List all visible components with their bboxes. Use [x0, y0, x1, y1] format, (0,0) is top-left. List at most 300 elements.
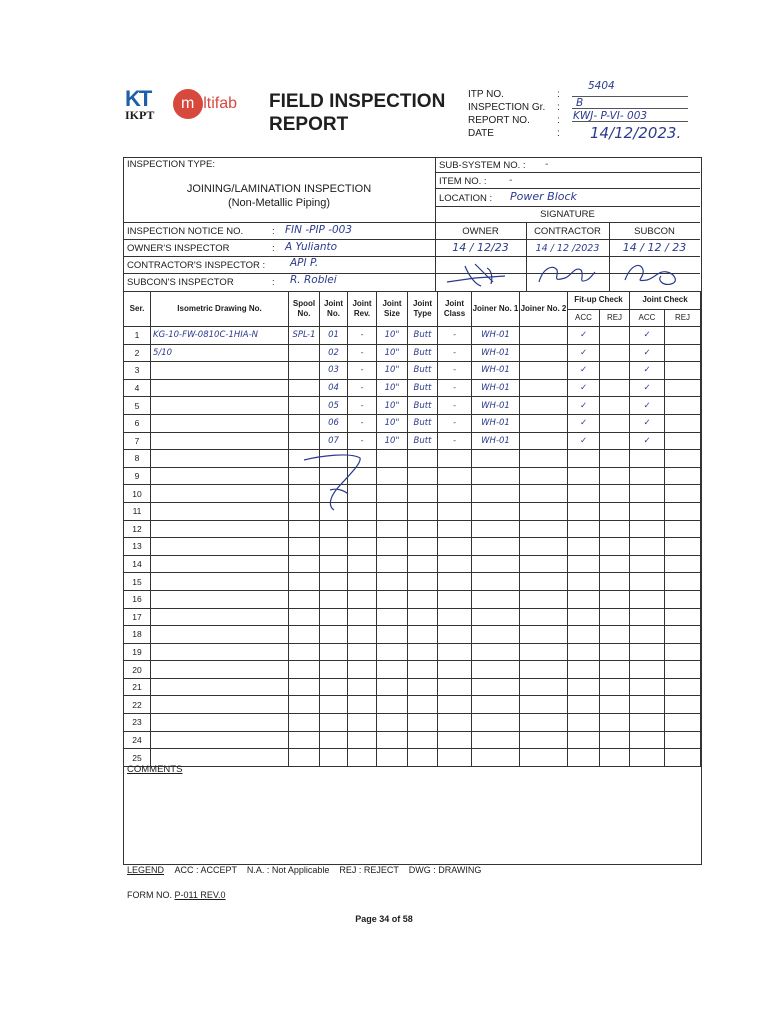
table-cell-type: Butt — [408, 379, 438, 397]
table-cell-fr — [600, 661, 630, 679]
table-cell-rev — [348, 661, 377, 679]
table-cell-type — [408, 678, 438, 696]
table-cell-fa: ✓ — [568, 414, 600, 432]
table-cell-joint: 07 — [320, 432, 348, 450]
form-no: FORM NO. P-011 REV.0 — [127, 890, 226, 900]
table-cell-rev — [348, 538, 377, 556]
table-cell-rev — [348, 520, 377, 538]
table-cell-fr — [600, 450, 630, 468]
table-cell-jr — [665, 414, 701, 432]
table-cell-jr — [665, 379, 701, 397]
table-cell-cls — [438, 450, 472, 468]
table-cell-cls: - — [438, 414, 472, 432]
page-number: Page 34 of 58 — [355, 914, 413, 924]
table-cell-fr — [600, 714, 630, 732]
table-cell-cls — [438, 714, 472, 732]
table-cell-fa — [568, 626, 600, 644]
table-cell-fa: ✓ — [568, 379, 600, 397]
table-cell-j1 — [472, 749, 520, 767]
table-cell-ser: 1 — [124, 327, 151, 345]
table-cell-joint — [320, 626, 348, 644]
table-cell-iso — [151, 520, 289, 538]
table-cell-type — [408, 749, 438, 767]
table-cell-size — [377, 678, 408, 696]
table-cell-ja — [630, 573, 665, 591]
table-row — [124, 590, 701, 608]
table-cell-type — [408, 714, 438, 732]
signature-label: SIGNATURE — [540, 209, 595, 220]
table-cell-jr — [665, 450, 701, 468]
legend — [127, 865, 481, 875]
table-cell-ja: ✓ — [630, 379, 665, 397]
sig-col-contractor: CONTRACTOR — [534, 226, 601, 237]
table-cell-size — [377, 467, 408, 485]
table-cell-fa — [568, 520, 600, 538]
col-fitup-rej: REJ — [600, 309, 630, 327]
table-cell-iso — [151, 573, 289, 591]
itp-no-line — [572, 96, 688, 97]
table-cell-fr — [600, 467, 630, 485]
table-row — [124, 327, 701, 345]
table-cell-rev: - — [348, 414, 377, 432]
sig-col-owner: OWNER — [462, 226, 499, 237]
table-cell-size — [377, 749, 408, 767]
table-cell-iso — [151, 467, 289, 485]
table-cell-j1: WH-01 — [472, 379, 520, 397]
table-cell-size: 10" — [377, 344, 408, 362]
table-cell-type — [408, 573, 438, 591]
table-cell-iso — [151, 678, 289, 696]
table-cell-fr — [600, 608, 630, 626]
table-cell-spool: SPL-1 — [289, 327, 320, 345]
table-cell-joint — [320, 643, 348, 661]
table-cell-fr — [600, 626, 630, 644]
table-cell-cls — [438, 749, 472, 767]
table-cell-ser: 23 — [124, 714, 151, 732]
table-cell-ja: ✓ — [630, 362, 665, 380]
table-cell-type — [408, 450, 438, 468]
table-cell-j2 — [520, 661, 568, 679]
col-joint-rej: REJ — [665, 309, 701, 327]
table-cell-iso — [151, 696, 289, 714]
table-cell-iso — [151, 731, 289, 749]
table-cell-ser: 15 — [124, 573, 151, 591]
table-row — [124, 502, 701, 520]
table-cell-iso — [151, 661, 289, 679]
table-cell-fr — [600, 502, 630, 520]
table-cell-type — [408, 608, 438, 626]
table-cell-ser: 20 — [124, 661, 151, 679]
table-cell-type — [408, 467, 438, 485]
table-cell-rev — [348, 573, 377, 591]
col-joint-check: Joint Check — [630, 292, 701, 310]
table-cell-cls: - — [438, 344, 472, 362]
table-cell-jr — [665, 590, 701, 608]
table-row — [124, 414, 701, 432]
owner-sig-date: 14 / 12/23 — [452, 241, 509, 254]
table-cell-cls: - — [438, 379, 472, 397]
table-cell-fr — [600, 678, 630, 696]
table-cell-rev: - — [348, 379, 377, 397]
table-cell-iso: KG-10-FW-0810C-1HIA-N — [151, 327, 289, 345]
table-cell-fr — [600, 432, 630, 450]
table-cell-ja — [630, 555, 665, 573]
table-cell-type — [408, 520, 438, 538]
table-cell-j1 — [472, 520, 520, 538]
table-cell-fr — [600, 555, 630, 573]
table-row — [124, 467, 701, 485]
table-cell-ja — [630, 502, 665, 520]
owner-signature — [447, 264, 505, 286]
table-cell-iso — [151, 485, 289, 503]
table-cell-j2 — [520, 643, 568, 661]
table-cell-ja — [630, 626, 665, 644]
table-cell-j2 — [520, 590, 568, 608]
table-cell-fa — [568, 590, 600, 608]
table-cell-j1 — [472, 643, 520, 661]
owner-inspector-label: OWNER'S INSPECTOR — [127, 243, 230, 254]
table-cell-jr — [665, 520, 701, 538]
table-cell-cls: - — [438, 397, 472, 415]
col-joiner-1: Joiner No. 1 — [472, 292, 520, 327]
table-cell-j1: WH-01 — [472, 414, 520, 432]
table-cell-j2 — [520, 573, 568, 591]
table-cell-cls: - — [438, 362, 472, 380]
table-cell-fa — [568, 467, 600, 485]
table-cell-joint: 02 — [320, 344, 348, 362]
table-cell-spool — [289, 626, 320, 644]
item-no-value: - — [509, 175, 513, 186]
signature-scribbles — [435, 256, 700, 290]
table-cell-type: Butt — [408, 432, 438, 450]
table-cell-ja: ✓ — [630, 327, 665, 345]
table-cell-ja — [630, 714, 665, 732]
table-cell-type — [408, 696, 438, 714]
table-cell-j2 — [520, 450, 568, 468]
table-row — [124, 661, 701, 679]
table-cell-iso — [151, 432, 289, 450]
table-cell-j2 — [520, 327, 568, 345]
contractor-inspector-label: CONTRACTOR'S INSPECTOR : — [127, 260, 266, 271]
table-cell-fa: ✓ — [568, 344, 600, 362]
location-value: Power Block — [510, 190, 577, 203]
location-label: LOCATION : — [439, 193, 493, 204]
table-cell-jr — [665, 467, 701, 485]
table-cell-j1 — [472, 731, 520, 749]
table-cell-fa — [568, 643, 600, 661]
table-cell-size — [377, 696, 408, 714]
table-cell-fr — [600, 362, 630, 380]
table-cell-jr — [665, 643, 701, 661]
table-cell-spool — [289, 362, 320, 380]
col-spool: Spool No. — [289, 292, 320, 327]
table-cell-joint: 06 — [320, 414, 348, 432]
table-cell-jr — [665, 731, 701, 749]
table-cell-iso: 5/10 — [151, 344, 289, 362]
table-cell-jr — [665, 327, 701, 345]
table-cell-ser: 7 — [124, 432, 151, 450]
sig-col-subcon: SUBCON — [634, 226, 675, 237]
owner-inspector-value: A Yulianto — [285, 241, 338, 253]
table-row — [124, 520, 701, 538]
table-cell-jr — [665, 626, 701, 644]
table-cell-rev: - — [348, 327, 377, 345]
table-cell-type — [408, 485, 438, 503]
table-cell-size — [377, 573, 408, 591]
table-row — [124, 608, 701, 626]
table-cell-j2 — [520, 414, 568, 432]
table-cell-iso — [151, 450, 289, 468]
table-cell-j2 — [520, 467, 568, 485]
table-cell-ser: 4 — [124, 379, 151, 397]
table-cell-ja — [630, 608, 665, 626]
table-cell-ser: 18 — [124, 626, 151, 644]
table-cell-joint — [320, 590, 348, 608]
table-cell-spool — [289, 749, 320, 767]
inspection-gr-value: B — [576, 97, 584, 109]
table-cell-ser: 16 — [124, 590, 151, 608]
table-cell-size — [377, 502, 408, 520]
table-row — [124, 731, 701, 749]
table-cell-ja: ✓ — [630, 414, 665, 432]
table-cell-ser: 25 — [124, 749, 151, 767]
table-cell-ser: 10 — [124, 485, 151, 503]
table-cell-rev — [348, 643, 377, 661]
legend-text: ACC : ACCEPT N.A. : Not Applicable REJ : REJECT DWG : DRAWING — [174, 865, 482, 875]
table-cell-type — [408, 643, 438, 661]
table-cell-fa — [568, 502, 600, 520]
table-cell-ser: 2 — [124, 344, 151, 362]
table-cell-spool — [289, 678, 320, 696]
table-cell-size — [377, 450, 408, 468]
table-row — [124, 362, 701, 380]
table-cell-type: Butt — [408, 397, 438, 415]
table-cell-ja: ✓ — [630, 344, 665, 362]
table-cell-j1 — [472, 555, 520, 573]
table-cell-size: 10" — [377, 432, 408, 450]
table-cell-jr — [665, 749, 701, 767]
table-cell-size: 10" — [377, 379, 408, 397]
table-cell-fr — [600, 643, 630, 661]
contractor-signature — [539, 267, 595, 282]
table-cell-joint — [320, 661, 348, 679]
table-cell-j1 — [472, 485, 520, 503]
table-row — [124, 485, 701, 503]
table-row — [124, 432, 701, 450]
table-cell-joint: 03 — [320, 362, 348, 380]
table-cell-j1 — [472, 538, 520, 556]
table-cell-fr — [600, 573, 630, 591]
table-row — [124, 714, 701, 732]
table-cell-rev: - — [348, 397, 377, 415]
table-cell-fr — [600, 749, 630, 767]
table-cell-j2 — [520, 397, 568, 415]
table-cell-fa — [568, 608, 600, 626]
table-cell-spool — [289, 344, 320, 362]
table-cell-j1 — [472, 696, 520, 714]
table-cell-cls — [438, 573, 472, 591]
table-cell-j1: WH-01 — [472, 344, 520, 362]
table-cell-joint: 05 — [320, 397, 348, 415]
table-cell-joint — [320, 538, 348, 556]
table-cell-joint — [320, 678, 348, 696]
table-cell-size — [377, 643, 408, 661]
table-row — [124, 643, 701, 661]
table-cell-size: 10" — [377, 397, 408, 415]
ikpt-logo — [125, 88, 171, 122]
table-cell-fr — [600, 327, 630, 345]
table-cell-joint — [320, 714, 348, 732]
table-cell-j1 — [472, 608, 520, 626]
table-cell-iso — [151, 397, 289, 415]
col-joint-acc: ACC — [630, 309, 665, 327]
table-cell-size — [377, 555, 408, 573]
col-fitup-acc: ACC — [568, 309, 600, 327]
table-cell-jr — [665, 661, 701, 679]
table-cell-ja — [630, 678, 665, 696]
table-cell-cls — [438, 590, 472, 608]
col-joint-size: Joint Size — [377, 292, 408, 327]
inspection-gr-line — [572, 108, 688, 109]
table-cell-ja — [630, 450, 665, 468]
table-cell-ja — [630, 696, 665, 714]
table-cell-iso — [151, 538, 289, 556]
inspection-type-value: JOINING/LAMINATION INSPECTION (Non-Metallic Piping) — [186, 183, 372, 209]
table-cell-rev: - — [348, 432, 377, 450]
table-cell-rev — [348, 590, 377, 608]
table-cell-ja — [630, 643, 665, 661]
table-cell-size — [377, 520, 408, 538]
ikpt-logo-mark: KT — [125, 86, 151, 111]
table-cell-jr — [665, 573, 701, 591]
table-cell-fr — [600, 590, 630, 608]
table-cell-joint — [320, 731, 348, 749]
table-cell-spool — [289, 538, 320, 556]
comments-label: COMMENTS — [127, 764, 183, 775]
table-cell-cls — [438, 485, 472, 503]
table-cell-jr — [665, 696, 701, 714]
table-cell-cls: - — [438, 432, 472, 450]
table-cell-j1 — [472, 661, 520, 679]
table-cell-rev — [348, 678, 377, 696]
table-cell-iso — [151, 362, 289, 380]
table-cell-fr — [600, 344, 630, 362]
table-cell-j1: WH-01 — [472, 327, 520, 345]
table-cell-spool — [289, 555, 320, 573]
table-cell-rev — [348, 731, 377, 749]
table-cell-fa — [568, 485, 600, 503]
legend-label: LEGEND — [127, 865, 165, 875]
table-row — [124, 538, 701, 556]
table-cell-j2 — [520, 344, 568, 362]
table-cell-j2 — [520, 678, 568, 696]
table-cell-j2 — [520, 485, 568, 503]
table-cell-j2 — [520, 520, 568, 538]
col-fitup-check: Fit-up Check — [568, 292, 630, 310]
table-cell-fa: ✓ — [568, 362, 600, 380]
table-cell-spool — [289, 573, 320, 591]
table-cell-jr — [665, 502, 701, 520]
inspection-table — [123, 291, 701, 767]
table-cell-type: Butt — [408, 362, 438, 380]
table-cell-ser: 3 — [124, 362, 151, 380]
table-cell-j1 — [472, 502, 520, 520]
table-cell-j1 — [472, 714, 520, 732]
table-row — [124, 379, 701, 397]
meta-labels: ITP NO. INSPECTION Gr. REPORT NO. DATE — [468, 89, 546, 139]
table-cell-ja — [630, 467, 665, 485]
table-cell-rev — [348, 696, 377, 714]
table-cell-size: 10" — [377, 414, 408, 432]
table-cell-type — [408, 502, 438, 520]
table-cell-fa — [568, 749, 600, 767]
table-cell-ser: 12 — [124, 520, 151, 538]
subcon-sig-date: 14 / 12 / 23 — [622, 241, 687, 254]
table-cell-joint — [320, 573, 348, 591]
table-cell-jr — [665, 608, 701, 626]
table-cell-rev: - — [348, 362, 377, 380]
table-cell-cls — [438, 502, 472, 520]
table-cell-fa — [568, 731, 600, 749]
form-no-value: P-011 REV.0 — [174, 890, 226, 900]
table-cell-jr — [665, 485, 701, 503]
table-cell-iso — [151, 379, 289, 397]
table-cell-cls — [438, 678, 472, 696]
table-cell-cls — [438, 626, 472, 644]
table-cell-j2 — [520, 538, 568, 556]
col-iso-drawing: Isometric Drawing No. — [151, 292, 289, 327]
table-cell-cls — [438, 608, 472, 626]
table-cell-ja — [630, 749, 665, 767]
table-cell-size — [377, 485, 408, 503]
table-cell-size: 10" — [377, 327, 408, 345]
table-cell-jr — [665, 397, 701, 415]
col-joiner-2: Joiner No. 2 — [520, 292, 568, 327]
table-cell-ser: 11 — [124, 502, 151, 520]
table-cell-rev — [348, 626, 377, 644]
table-cell-ja — [630, 485, 665, 503]
table-cell-iso — [151, 643, 289, 661]
table-cell-type — [408, 626, 438, 644]
table-cell-j2 — [520, 502, 568, 520]
col-joint-rev: Joint Rev. — [348, 292, 377, 327]
table-cell-joint: 01 — [320, 327, 348, 345]
table-cell-cls — [438, 520, 472, 538]
table-cell-fr — [600, 731, 630, 749]
report-no-value: KWJ- P-VI- 003 — [573, 110, 648, 122]
table-row — [124, 344, 701, 362]
table-cell-cls: - — [438, 327, 472, 345]
subsystem-label: SUB-SYSTEM NO. : — [439, 160, 526, 171]
table-cell-joint: 04 — [320, 379, 348, 397]
table-cell-size — [377, 538, 408, 556]
table-cell-j1 — [472, 626, 520, 644]
table-row — [124, 450, 701, 468]
table-cell-spool — [289, 414, 320, 432]
table-cell-ser: 24 — [124, 731, 151, 749]
table-cell-joint — [320, 696, 348, 714]
table-cell-fa: ✓ — [568, 327, 600, 345]
table-cell-j2 — [520, 379, 568, 397]
table-cell-jr — [665, 714, 701, 732]
table-cell-j2 — [520, 749, 568, 767]
table-cell-ja: ✓ — [630, 432, 665, 450]
inspection-type-label: INSPECTION TYPE: — [127, 159, 215, 170]
table-cell-fa — [568, 661, 600, 679]
table-cell-fr — [600, 414, 630, 432]
table-cell-cls — [438, 555, 472, 573]
table-cell-cls — [438, 538, 472, 556]
